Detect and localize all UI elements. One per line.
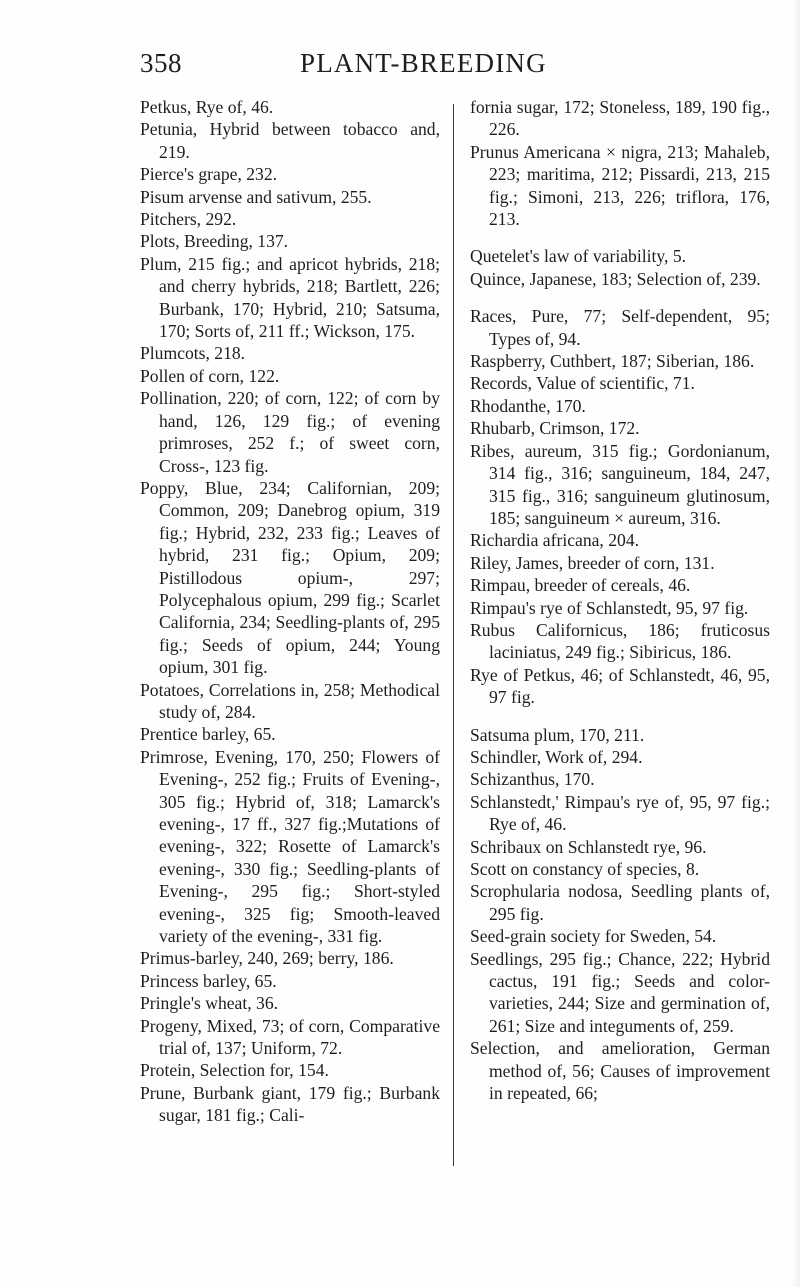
index-entry: Poppy, Blue, 234; Californian, 209; Common, 209; Danebrog opium, 319 fig.; Hybrid, 232, 233 fig.; Leaves of hybrid, 231 fig.; Opium, 209; Pistillodous opium-, 297; Polycephalous opium, 299 fig.; Scarlet California, 234; Seedling-plants of, 295 fig.; Seeds of opium, 244; Young opium, 301 fig.: [140, 477, 440, 678]
index-entry: Progeny, Mixed, 73; of corn, Comparative trial of, 137; Uniform, 72.: [140, 1015, 440, 1059]
index-entry: Plum, 215 fig.; and apricot hybrids, 218; and cherry hybrids, 218; Bartlett, 226; Burbank, 170; Hybrid, 210; Satsuma, 170; Sorts of, 211 ff.; Wickson, 175.: [140, 253, 440, 342]
index-entry: Schlanstedt,' Rimpau's rye of, 95, 97 fig.; Rye of, 46.: [470, 791, 770, 835]
index-entry: Pierce's grape, 232.: [140, 164, 278, 185]
index-entry: Plots, Breeding, 137.: [140, 231, 289, 252]
index-entry: Quince, Japanese, 183; Selection of, 239.: [470, 268, 761, 289]
index-entry: Pisum arvense and sativum, 255.: [140, 186, 372, 207]
page-number: 358: [140, 48, 182, 78]
index-entry: Pringle's wheat, 36.: [140, 993, 279, 1014]
index-entry: Rubus Californicus, 186; fruticosus laciniatus, 249 fig.; Sibiricus, 186.: [470, 619, 770, 663]
index-entry: Rhodanthe, 170.: [470, 395, 586, 416]
page-header: [140, 48, 680, 88]
index-entry: Seed-grain society for Sweden, 54.: [470, 926, 717, 947]
index-column-left: [140, 96, 440, 1127]
index-entry: Rimpau, breeder of cereals, 46.: [470, 575, 691, 596]
index-entry: Schindler, Work of, 294.: [470, 746, 643, 767]
index-entry: Primrose, Evening, 170, 250; Flowers of Evening-, 252 fig.; Fruits of Evening-, 305 fig.; Hybrid of, 318; Lamarck's evening-, 17 ff., 327 fig.;Mutations of evening-, 322; Rosette of Lamarck's evening-, 330 fig.; Seedling-plants of Evening-, 295 fig.; Short-styled evening-, 325 fig; Smooth-leaved variety of the evening-, 331 fig.: [140, 746, 440, 947]
index-entry: Petkus, Rye of, 46.: [140, 97, 274, 117]
index-column-right: [470, 96, 770, 1104]
index-entry: Schizanthus, 170.: [470, 769, 595, 790]
index-entry: fornia sugar, 172; Stoneless, 189, 190 fig., 226.: [470, 97, 770, 140]
running-title: PLANT-BREEDING: [300, 48, 547, 78]
index-entry: Petunia, Hybrid between tobacco and, 219.: [140, 119, 440, 162]
index-entry: Prentice barley, 65.: [140, 724, 276, 745]
index-entry: Raspberry, Cuthbert, 187; Siberian, 186.: [470, 351, 755, 372]
column-divider: [453, 104, 454, 1166]
index-entry: Pitchers, 292.: [140, 209, 237, 230]
index-entry: Schribaux on Schlanstedt rye, 96.: [470, 836, 707, 857]
index-entry: Richardia africana, 204.: [470, 530, 640, 551]
index-entry: Pollen of corn, 122.: [140, 365, 280, 386]
index-entry: Rhubarb, Crimson, 172.: [470, 418, 640, 439]
index-entry: Selection, and amelioration, German method of, 56; Causes of improvement in repeated, 66;: [470, 1038, 770, 1104]
index-entry: Records, Value of scientific, 71.: [470, 373, 695, 394]
index-entry: Primus-barley, 240, 269; berry, 186.: [140, 948, 394, 969]
index-entry: Potatoes, Correlations in, 258; Methodical study of, 284.: [140, 679, 440, 722]
index-entry: Quetelet's law of variability, 5.: [470, 246, 687, 267]
scan-edge-shadow: [792, 0, 800, 1287]
index-entry: Plumcots, 218.: [140, 343, 246, 364]
index-entry: Prunus Americana × nigra, 213; Mahaleb, 223; maritima, 212; Pissardi, 213, 215 fig.; Simoni, 213, 226; triflora, 176, 213.: [470, 141, 770, 230]
index-entry: Scott on constancy of species, 8.: [470, 859, 700, 879]
index-entry: Ribes, aureum, 315 fig.; Gordonianum, 314 fig., 316; sanguineum, 184, 247, 315 fig., 316; sanguineum glutinosum, 185; sanguineum × aureum, 316.: [470, 440, 770, 528]
index-entry: Princess barley, 65.: [140, 970, 277, 991]
index-entry: Races, Pure, 77; Self-dependent, 95; Types of, 94.: [470, 306, 770, 349]
index-entry: Prune, Burbank giant, 179 fig.; Burbank sugar, 181 fig.; Cali-: [140, 1082, 440, 1126]
index-entry: Satsuma plum, 170, 211.: [470, 724, 645, 745]
index-entry: Seedlings, 295 fig.; Chance, 222; Hybrid cactus, 191 fig.; Seeds and color-varieties, 244; Size and germination of, 261; Size and integuments of, 259.: [470, 948, 770, 1036]
index-entry: Scrophularia nodosa, Seedling plants of, 295 fig.: [470, 881, 770, 924]
index-entry: Pollination, 220; of corn, 122; of corn by hand, 126, 129 fig.; of evening primroses, 252 f.; of sweet corn, Cross-, 123 fig.: [140, 388, 440, 476]
index-entry: Rye of Petkus, 46; of Schlanstedt, 46, 95, 97 fig.: [470, 664, 770, 708]
index-entry: Rimpau's rye of Schlanstedt, 95, 97 fig.: [470, 597, 749, 618]
index-entry: Protein, Selection for, 154.: [140, 1060, 329, 1081]
index-entry: Riley, James, breeder of corn, 131.: [470, 552, 715, 573]
